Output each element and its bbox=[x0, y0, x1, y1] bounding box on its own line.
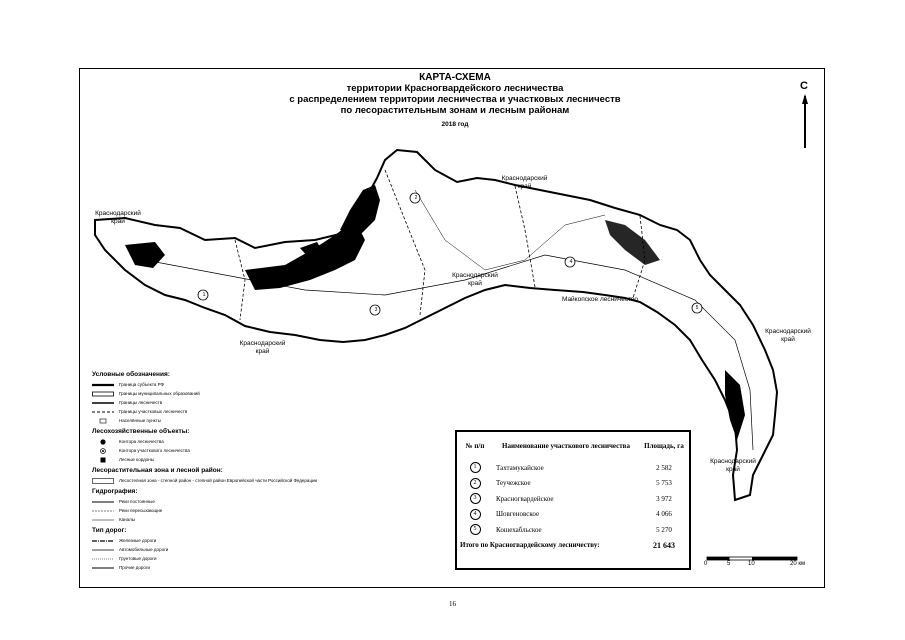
legend-row: Границы участковых лесничеств bbox=[92, 407, 452, 416]
row-area: 5 270 bbox=[656, 525, 672, 534]
municipal-boundary-icon bbox=[92, 391, 114, 397]
legend-row: Автомобильные дороги bbox=[92, 545, 452, 554]
row-name: Шовгеновское bbox=[496, 510, 540, 519]
row-name: Красногвардейское bbox=[496, 494, 554, 503]
table-row bbox=[457, 522, 689, 538]
row-name: Тахтамукайское bbox=[496, 463, 544, 472]
row-number: 5 bbox=[470, 524, 481, 535]
permanent-river-icon bbox=[92, 499, 114, 505]
legend-row: Железные дороги bbox=[92, 536, 452, 545]
legend-row: Контора лесничества bbox=[92, 437, 452, 446]
legend-row: Реки пересыхающие bbox=[92, 506, 452, 515]
scale-label-10: 10 bbox=[748, 561, 755, 567]
row-number: 4 bbox=[470, 509, 481, 520]
zone-label-1: 1 bbox=[202, 292, 206, 298]
total-value: 21 643 bbox=[653, 540, 675, 550]
scale-label-0: 0 bbox=[704, 561, 708, 567]
legend-row: Границы муниципальных образований bbox=[92, 389, 452, 398]
map-subtitle-3: по лесорастительным зонам и лесным районам bbox=[340, 105, 570, 116]
region-label-krasnodar-southeast: Краснодарский край bbox=[710, 458, 756, 473]
row-name: Кошехабльское bbox=[496, 525, 542, 534]
canal-icon bbox=[92, 517, 114, 523]
other-road-icon bbox=[92, 565, 114, 571]
table-row bbox=[457, 476, 689, 492]
legend-row: Грунтовые дороги bbox=[92, 554, 452, 563]
legend-row: Прочие дороги bbox=[92, 563, 452, 572]
table-total-row bbox=[457, 538, 689, 554]
total-label: Итого по Красногвардейскому лесничеству: bbox=[460, 541, 600, 550]
dirt-road-icon bbox=[92, 556, 114, 562]
legend-forest-title: Лесохозяйственные объекты: bbox=[92, 428, 190, 435]
region-label-krasnodar-center: Краснодарский край bbox=[452, 272, 498, 287]
map-title-block bbox=[240, 72, 670, 128]
section-boundary-icon bbox=[92, 409, 114, 415]
table-header-row bbox=[457, 432, 689, 460]
railway-icon bbox=[92, 538, 114, 544]
legend-zone-title: Лесорастительная зона и лесной район: bbox=[92, 467, 223, 474]
row-number: 3 bbox=[470, 493, 481, 504]
seasonal-river-icon bbox=[92, 508, 114, 514]
forest-cordon-icon bbox=[92, 457, 114, 463]
header-name: Наименование участкового лесничества bbox=[502, 442, 630, 450]
row-number: 2 bbox=[470, 478, 481, 489]
map-subtitle-2: с распределением территории лесничества и участковых лесничеств bbox=[289, 94, 621, 105]
legend-row: Реки постоянные bbox=[92, 497, 452, 506]
legend-hydro-title: Гидрография: bbox=[92, 488, 138, 495]
map-subtitle-1: территории Красногвардейского лесничества bbox=[346, 83, 564, 94]
region-label-krasnodar-west: Краснодарский край bbox=[95, 210, 141, 225]
page-number: 16 bbox=[449, 600, 456, 608]
legend-row: Каналы bbox=[92, 515, 452, 524]
subject-boundary-icon bbox=[92, 382, 114, 388]
forestry-boundary-icon bbox=[92, 400, 114, 406]
legend-row: Граница субъекта РФ bbox=[92, 380, 452, 389]
region-label-krasnodar-east: Краснодарский край bbox=[765, 328, 811, 343]
north-label: С bbox=[800, 80, 808, 92]
legend-road-title: Тип дорог: bbox=[92, 527, 127, 534]
map-title: КАРТА-СХЕМА bbox=[419, 72, 491, 83]
legend-row: Контора участкового лесничества bbox=[92, 446, 452, 455]
row-area: 4 066 bbox=[656, 510, 672, 519]
table-row bbox=[457, 460, 689, 476]
header-area: Площадь, га bbox=[644, 442, 684, 450]
scale-label-5: 5 bbox=[727, 561, 731, 567]
zone-label-4: 4 bbox=[569, 259, 573, 265]
row-area: 3 972 bbox=[656, 494, 672, 503]
row-number: 1 bbox=[470, 462, 481, 473]
legend-title: Условные обозначения: bbox=[92, 371, 170, 378]
region-label-krasnodar-south: Краснодарский край bbox=[239, 340, 286, 355]
table-row bbox=[457, 491, 689, 507]
zone-label-3: 2 bbox=[414, 195, 418, 201]
highway-icon bbox=[92, 547, 114, 553]
table-row bbox=[457, 507, 689, 523]
row-name: Теучежское bbox=[496, 479, 531, 488]
map-year: 2018 год bbox=[441, 121, 469, 128]
legend-row: Границы лесничеств bbox=[92, 398, 452, 407]
settlement-icon bbox=[92, 418, 114, 424]
region-label-krasnodar-north: Краснодарский край bbox=[501, 175, 548, 190]
row-area: 5 753 bbox=[656, 479, 672, 488]
forestry-area-table bbox=[455, 430, 691, 570]
header-num: № п/п bbox=[465, 442, 485, 450]
scale-label-20: 20 км bbox=[790, 561, 806, 567]
section-office-icon bbox=[92, 448, 114, 454]
zone-label-2: 3 bbox=[374, 307, 378, 313]
legend-row: Лесостепная зона - степной район - степной район Европейской части Российской Федерации bbox=[92, 476, 452, 485]
legend-row: Лесные кордоны bbox=[92, 455, 452, 464]
forestry-office-icon bbox=[92, 439, 114, 445]
row-area: 2 582 bbox=[656, 463, 672, 472]
zone-label-5: 5 bbox=[695, 305, 699, 311]
legend-row: Населённые пункты bbox=[92, 416, 452, 425]
region-label-maikop: Майкопское лесничество bbox=[561, 296, 639, 303]
map-legend bbox=[92, 368, 452, 572]
zone-fill-icon bbox=[92, 478, 114, 484]
